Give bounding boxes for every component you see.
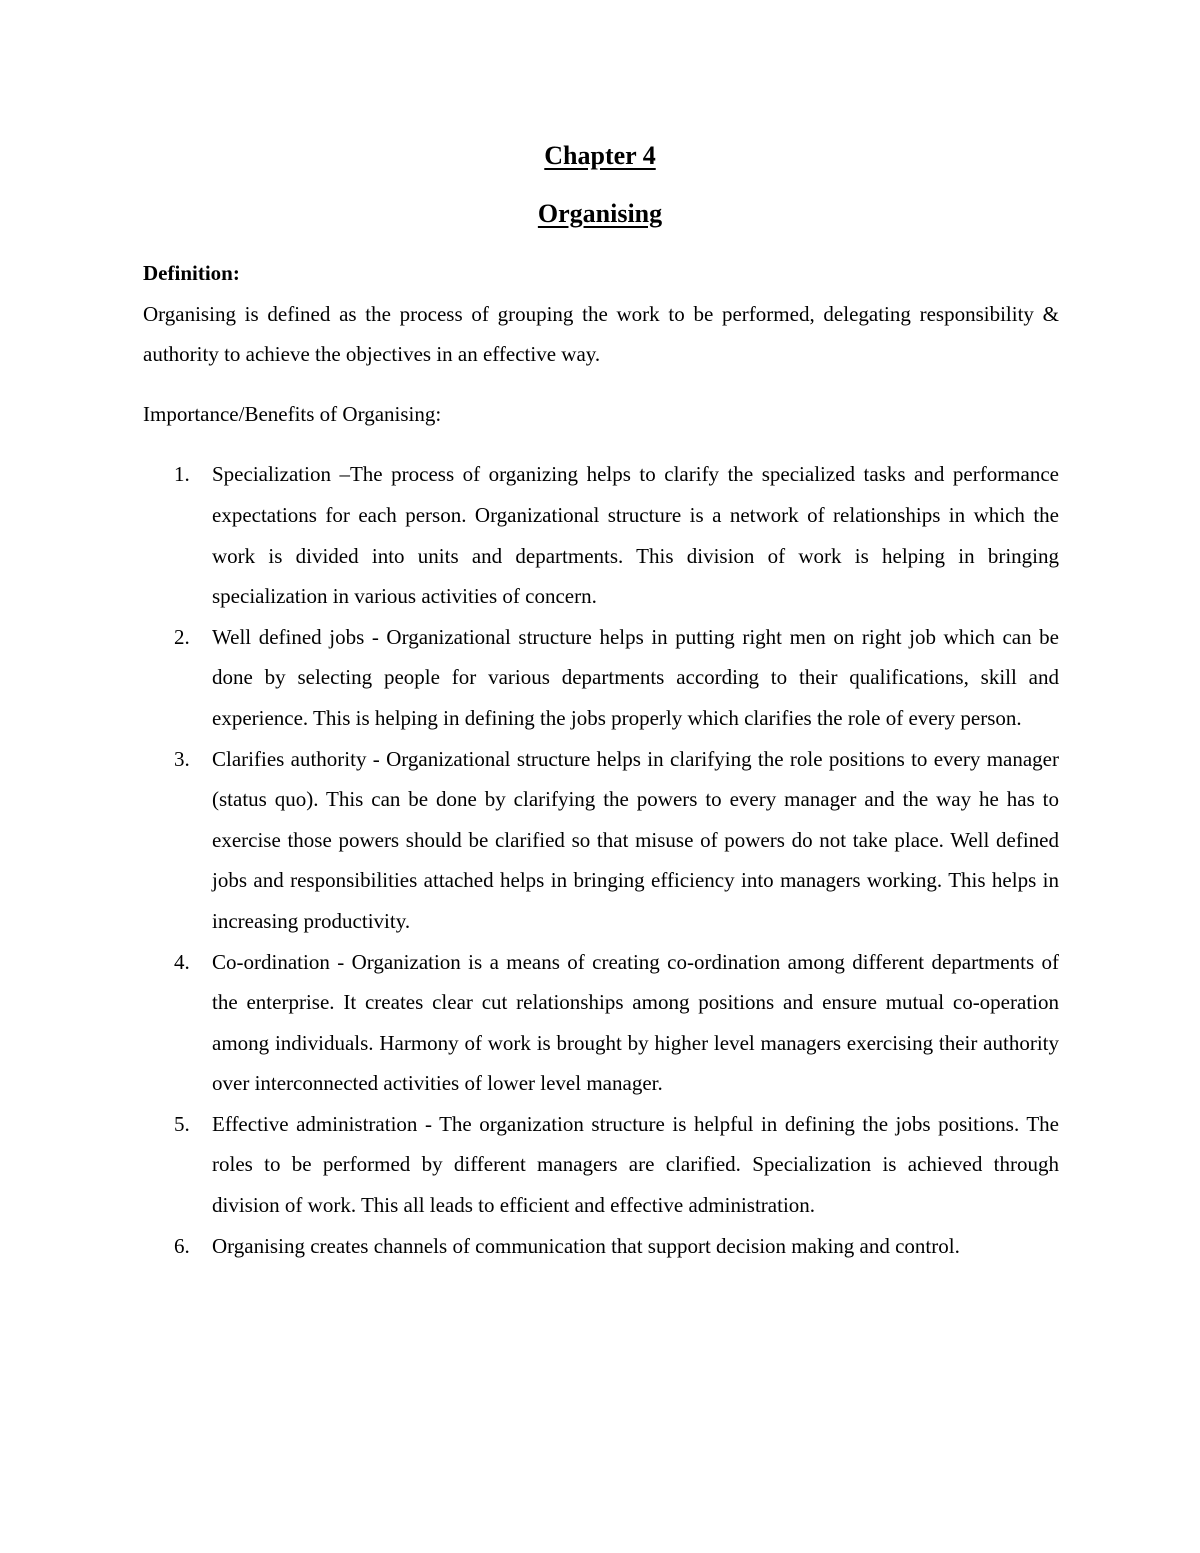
list-item-text: Well defined jobs - Organizational structure helps in putting right men on right job which can be done by selecting people for various departments according to their qualifications, skill and experience. This is helping in defining the jobs properly which clarifies the role of every person. [212, 624, 1059, 730]
chapter-subject: Organising [537, 199, 663, 228]
definition-label: Definition: [143, 261, 240, 285]
benefits-list [143, 454, 1059, 1266]
list-item [143, 739, 1059, 942]
list-item-text: Co-ordination - Organization is a means of creating co-ordination among different departments of the enterprise. It creates clear cut relationships among positions and ensure mutual co-operation among individuals. Harmony of work is brought by higher level managers exercising their authority over interconnected activities of lower level manager. [212, 949, 1059, 1096]
list-item-text: Effective administration - The organization structure is helpful in defining the jobs positions. The roles to be performed by different managers are clarified. Specialization is achieved through division of work. This all leads to efficient and effective administration. [212, 1111, 1059, 1218]
list-item-number: 3. [174, 746, 190, 771]
list-item-number: 1. [174, 462, 190, 487]
document-body [143, 253, 1059, 1266]
list-item-text: Clarifies authority - Organizational structure helps in clarifying the role positions to every manager (status quo). This can be done by clarifying the powers to every manager and the way he has to exercise those powers should be clarified so that misuse of powers do not take place. Well defined jobs and responsibilities attached helps in bringing efficiency into managers working. This helps in increasing productivity. [212, 746, 1059, 933]
list-item-number: 6. [174, 1233, 190, 1258]
list-item [143, 1226, 1059, 1267]
definition-text: Organising is defined as the process of grouping the work to be performed, delegating responsibility & authority to achieve the objectives in an effective way. [143, 301, 1059, 367]
list-item-text: Organising creates channels of communication that support decision making and control. [212, 1233, 960, 1258]
list-item-number: 2. [174, 624, 190, 649]
list-item [143, 1104, 1059, 1226]
list-item [143, 454, 1059, 616]
benefits-heading: Importance/Benefits of Organising: [143, 401, 442, 426]
chapter-title: Chapter 4 [544, 141, 656, 170]
list-item-number: 4. [174, 949, 190, 974]
list-item-number: 5. [174, 1111, 190, 1136]
list-item-text: Specialization –The process of organizing helps to clarify the specialized tasks and performance expectations for each person. Organizational structure is a network of relationships in which the work is divided into units and departments. This division of work is helping in bringing specialization in various activities of concern. [212, 462, 1059, 609]
list-item [143, 942, 1059, 1104]
list-item [143, 617, 1059, 739]
